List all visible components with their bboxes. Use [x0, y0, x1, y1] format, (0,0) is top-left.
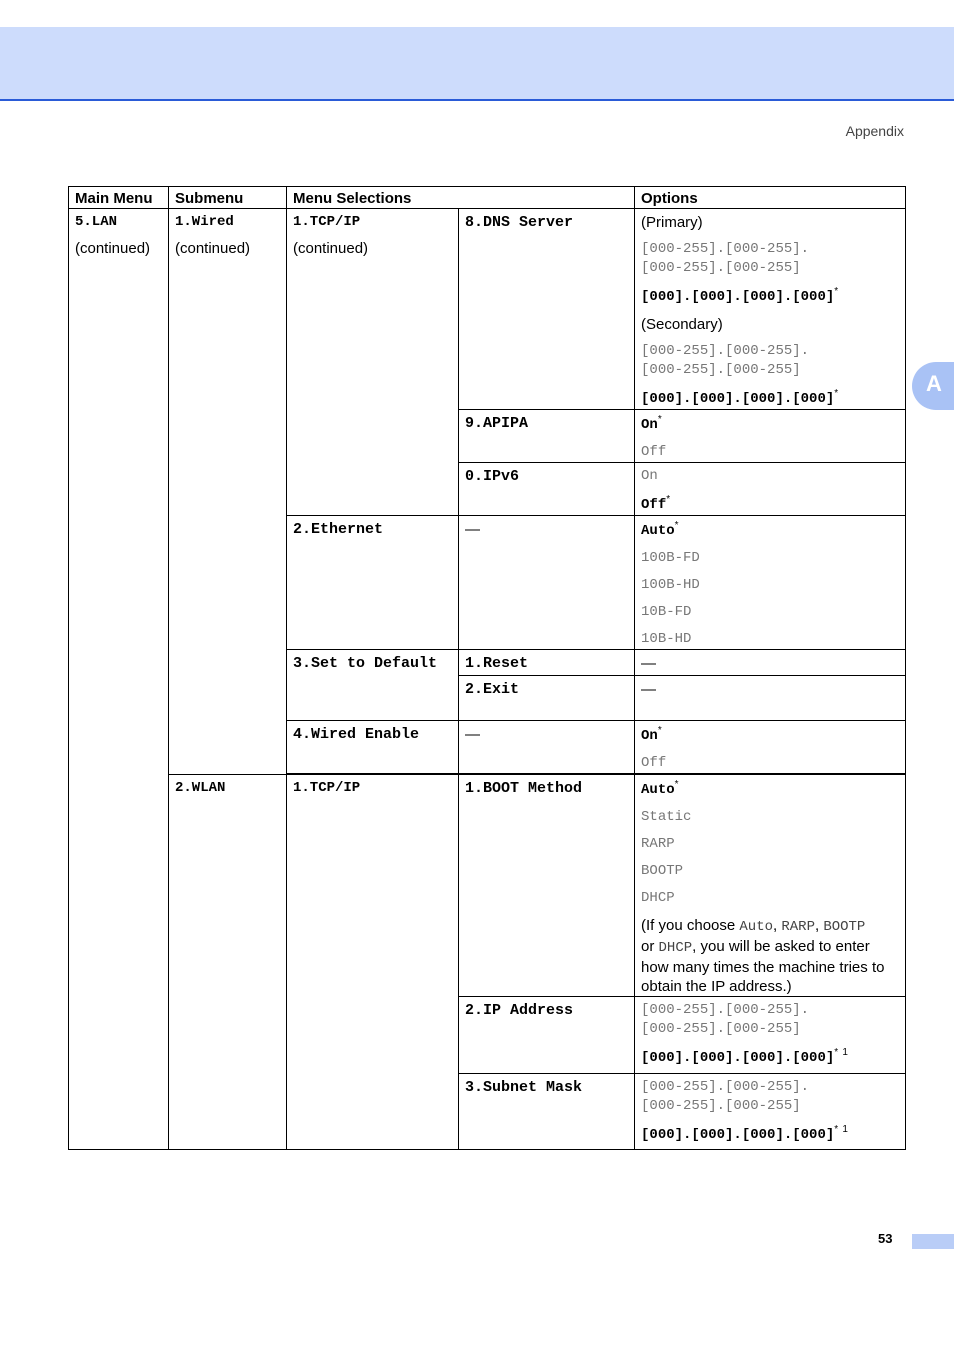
tcpip-wlan-label: 1.TCP/IP: [293, 780, 361, 796]
tcpip-wlan-cell: [287, 775, 459, 1150]
dns-primary-range-2: [000-255].[000-255]: [641, 260, 801, 276]
boot-method-options: [635, 775, 906, 997]
submenu-wlan-label: 2.WLAN: [175, 780, 226, 796]
wired-enable-label: 4.Wired Enable: [287, 721, 459, 774]
ip-address-label: 2.IP Address: [459, 997, 635, 1074]
ipv6-label: 0.IPv6: [459, 463, 635, 516]
ip-range-1: [000-255].[000-255].: [641, 1002, 810, 1018]
header-options: Options: [635, 187, 906, 209]
table-header-row: [69, 187, 906, 209]
dns-primary-default: [000].[000].[000].[000]: [641, 289, 835, 305]
ethernet-dash: —: [459, 516, 635, 650]
boot-option: Auto: [641, 782, 675, 798]
default-star: *: [834, 1124, 839, 1135]
dns-primary-label: (Primary): [641, 214, 703, 231]
tab-letter: A: [926, 371, 942, 396]
apipa-off: Off: [641, 444, 667, 460]
main-menu-label: 5.LAN: [75, 214, 118, 230]
tcpip-wired-note: (continued): [293, 240, 369, 257]
section-title: Appendix: [845, 123, 904, 139]
boot-method-label: 1.BOOT Method: [459, 775, 635, 997]
footnote-ref: 1: [842, 1124, 848, 1135]
header-menu-selections: Menu Selections: [287, 187, 635, 209]
ipv6-options: [635, 463, 906, 516]
header-submenu: Submenu: [169, 187, 287, 209]
default-star: *: [674, 520, 679, 531]
default-star: *: [657, 414, 662, 425]
submenu-wired-cell: [169, 209, 287, 775]
wired-enable-off: Off: [641, 755, 667, 771]
wired-enable-dash: —: [459, 721, 635, 774]
subnet-range-2: [000-255].[000-255]: [641, 1098, 801, 1114]
default-star: *: [657, 725, 662, 736]
ethernet-label: 2.Ethernet: [287, 516, 459, 650]
subnet-default: [000].[000].[000].[000]: [641, 1127, 835, 1143]
boot-option: Static: [641, 809, 692, 825]
page-number-bar: [912, 1234, 954, 1249]
reset-label: 1.Reset: [459, 650, 635, 676]
default-star: *: [834, 388, 839, 399]
ip-range-2: [000-255].[000-255]: [641, 1021, 801, 1037]
boot-option: BOOTP: [641, 863, 684, 879]
page-number: 53: [878, 1231, 893, 1246]
boot-option: DHCP: [641, 890, 675, 906]
dns-secondary-default: [000].[000].[000].[000]: [641, 391, 835, 407]
boot-option: RARP: [641, 836, 675, 852]
tcpip-wired-label: 1.TCP/IP: [293, 214, 361, 230]
menu-table: [68, 186, 906, 1150]
exit-label: 2.Exit: [459, 676, 635, 721]
default-star: *: [834, 1047, 839, 1058]
default-star: *: [674, 779, 679, 790]
ethernet-option: 10B-HD: [641, 631, 692, 647]
dns-primary-range-1: [000-255].[000-255].: [641, 241, 810, 257]
subnet-range-1: [000-255].[000-255].: [641, 1079, 810, 1095]
subnet-mask-label: 3.Subnet Mask: [459, 1074, 635, 1150]
dns-secondary-label: (Secondary): [641, 316, 723, 333]
header-band: [0, 27, 954, 101]
ethernet-option: 10B-FD: [641, 604, 692, 620]
ethernet-option: 100B-FD: [641, 550, 700, 566]
dns-secondary-range-1: [000-255].[000-255].: [641, 343, 810, 359]
submenu-wired-label: 1.Wired: [175, 214, 234, 230]
dns-options: [635, 209, 906, 410]
default-star: *: [834, 286, 839, 297]
apipa-options: [635, 410, 906, 463]
subnet-mask-options: [635, 1074, 906, 1150]
exit-dash: —: [635, 676, 906, 721]
wired-enable-options: [635, 721, 906, 774]
default-star: *: [666, 494, 671, 505]
apipa-on: On: [641, 417, 658, 433]
submenu-wired-note: (continued): [175, 240, 251, 257]
ipv6-on: On: [641, 468, 658, 484]
set-default-label: 3.Set to Default: [287, 650, 459, 721]
main-menu-cell: [69, 209, 169, 1150]
table-row: [69, 775, 906, 997]
appendix-tab: [912, 362, 954, 410]
ethernet-options: [635, 516, 906, 650]
table-row: [69, 209, 906, 410]
reset-dash: —: [635, 650, 906, 676]
ipv6-off: Off: [641, 497, 667, 513]
ethernet-option: 100B-HD: [641, 577, 700, 593]
boot-note: (If you choose Auto, RARP, BOOTP or DHCP, you will be asked to enter how many times the machine tries to obtain the IP address.): [641, 917, 885, 995]
header-main-menu: Main Menu: [69, 187, 169, 209]
ip-address-options: [635, 997, 906, 1074]
tcpip-wired-cell: [287, 209, 459, 516]
wired-enable-on: On: [641, 728, 658, 744]
submenu-wlan-cell: [169, 775, 287, 1150]
dns-secondary-range-2: [000-255].[000-255]: [641, 362, 801, 378]
dns-server-label: 8.DNS Server: [459, 209, 635, 410]
main-menu-note: (continued): [75, 240, 151, 257]
ethernet-option: Auto: [641, 523, 675, 539]
footnote-ref: 1: [842, 1047, 848, 1058]
apipa-label: 9.APIPA: [459, 410, 635, 463]
ip-default: [000].[000].[000].[000]: [641, 1050, 835, 1066]
